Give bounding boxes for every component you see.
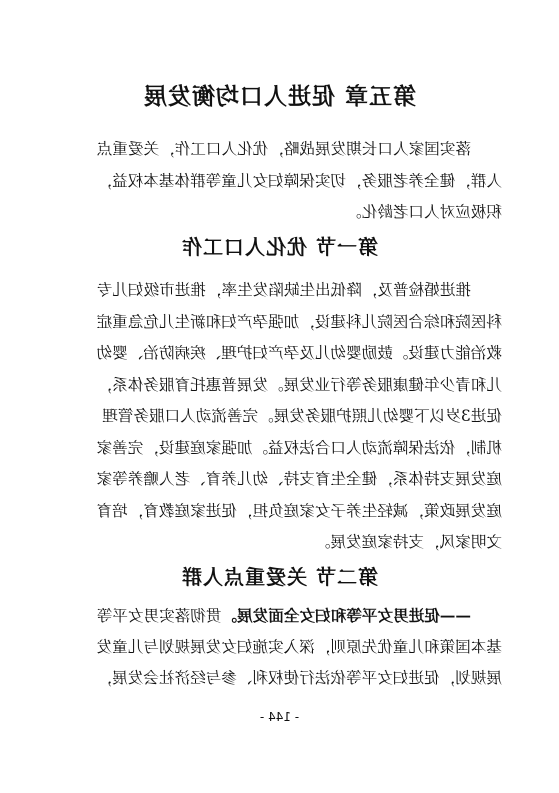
text-line: 文明家风，支持家庭发展。: [314, 533, 502, 551]
text-line: 展规划，促进妇女平等依法行使权利、参与经济社会发展，: [96, 669, 502, 687]
text-line: [57, 600, 502, 632]
section-title: 第一节 优化人口工作: [181, 235, 378, 259]
text-line: 庭发展支持体系，健全生育支持、幼儿养育、老人赡养等家: [96, 470, 502, 488]
text-line: 人群，健全养老服务，切实保障妇女儿童等群体基本权益，: [96, 171, 502, 190]
section1-paragraph: [57, 275, 502, 559]
text-line: 机制，依法保障流动人口合法权益。加强家庭建设，完善家: [96, 438, 502, 457]
intro-paragraph: [57, 134, 502, 229]
lead-rest-text: 贯彻落实男女平等: [96, 607, 222, 625]
text-line: 科医院和综合医院儿科建设，加强孕产妇和新生儿危急重症: [96, 312, 502, 331]
text-line: 基本国策和儿童优先原则，深入实施妇女发展规划与儿童发: [96, 637, 502, 656]
chapter-title: 第五章 促进人口均衡发展: [143, 84, 417, 110]
text-line: 落实国家人口长期发展战略，优化人口工作，关爱重点: [96, 140, 471, 158]
section2-paragraph: [57, 600, 502, 695]
text-line: 推进婚检普及，降低出生缺陷发生率，推进市级妇儿专: [96, 281, 471, 299]
text-line: 积极应对人口老龄化。: [346, 203, 502, 221]
page-number: - 144 -: [259, 710, 300, 724]
text-line: 促进3岁以下婴幼儿照护服务发展。完善流动人口服务管理: [102, 407, 502, 425]
text-line: 庭发展政策，减轻生养子女家庭负担，促进家庭教育，培育: [96, 501, 502, 520]
section-title: 第二节 关爱重点人群: [181, 565, 378, 589]
bold-lead-text: ——促进男女平等和妇女全面发展。: [221, 606, 471, 625]
text-line: 救治能力建设。鼓励婴幼儿及孕产妇护理、疾病防治、婴幼: [96, 344, 502, 362]
text-line: 儿和青少年健康服务等行业发展。发展普惠托育服务体系，: [96, 375, 502, 394]
